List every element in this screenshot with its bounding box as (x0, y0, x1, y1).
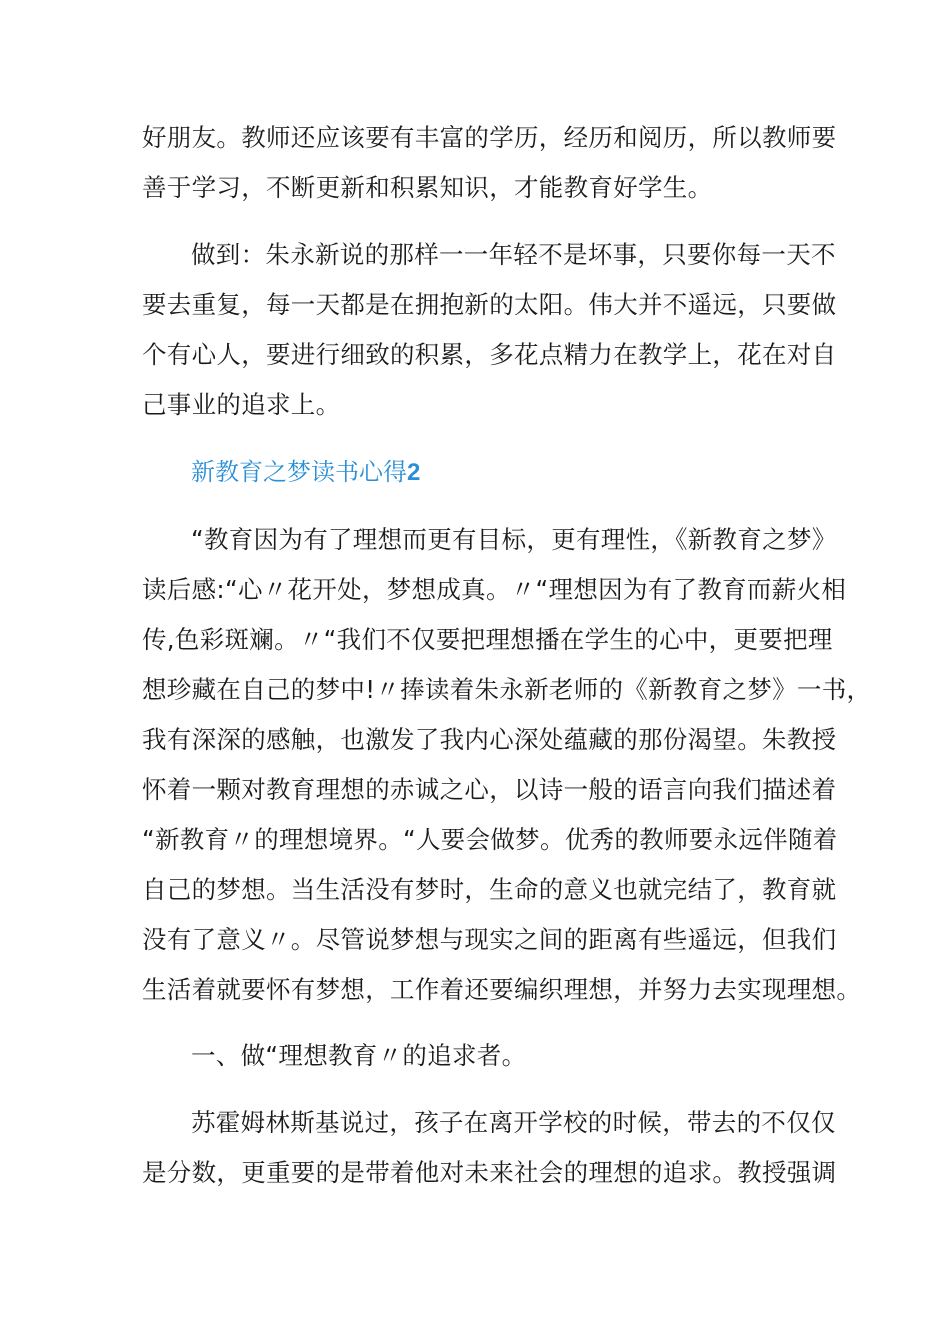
text-line: 个有心人，要进行细致的积累，多花点精力在教学上，花在对自 (142, 340, 837, 369)
text-line: 想珍藏在自己的梦中!〃捧读着朱永新老师的《新教育之梦》一书， (142, 675, 872, 704)
text-line: 没有了意义〃。尽管说梦想与现实之间的距离有些遥远，但我们 (142, 925, 837, 954)
text-line: 要去重复，每一天都是在拥抱新的太阳。伟大并不遥远，只要做 (142, 290, 837, 319)
text-line: 做到：朱永新说的那样一一年轻不是坏事，只要你每一天不 (191, 240, 836, 269)
text-line: 善于学习，不断更新和积累知识，才能教育好学生。 (142, 173, 713, 202)
text-line: 苏霍姆林斯基说过，孩子在离开学校的时候，带去的不仅仅 (191, 1108, 836, 1137)
text-line: “新教育〃的理想境界。“人要会做梦。优秀的教师要永远伴随着 (142, 825, 838, 854)
text-line: 好朋友。教师还应该要有丰富的学历，经历和阅历，所以教师要 (142, 123, 837, 152)
section-heading (191, 457, 420, 488)
text-line: 是分数，更重要的是带着他对未来社会的理想的追求。教授强调 (142, 1158, 837, 1187)
text-line: 一、做“理想教育〃的追求者。 (191, 1041, 527, 1070)
text-line: 己事业的追求上。 (142, 390, 341, 419)
section-heading-text: 新教育之梦读书心得 (191, 458, 407, 486)
text-line: “教育因为有了理想而更有目标，更有理性，《新教育之梦》 (191, 525, 837, 554)
text-line: 我有深深的感触，也激发了我内心深处蕴藏的那份渴望。朱教授 (142, 725, 837, 754)
text-line: 生活着就要怀有梦想，工作着还要编织理想，并努力去实现理想。 (142, 975, 862, 1004)
text-line: 自己的梦想。当生活没有梦时，生命的意义也就完结了，教育就 (142, 875, 837, 904)
text-line: 读后感:“心〃花开处，梦想成真。〃“理想因为有了教育而薪火相 (142, 575, 847, 604)
section-heading-number: 2 (407, 459, 421, 486)
text-line: 怀着一颗对教育理想的赤诚之心，以诗一般的语言向我们描述着 (142, 775, 837, 804)
text-line: 传,色彩斑斓。〃“我们不仅要把理想播在学生的心中，更要把理 (142, 625, 833, 654)
